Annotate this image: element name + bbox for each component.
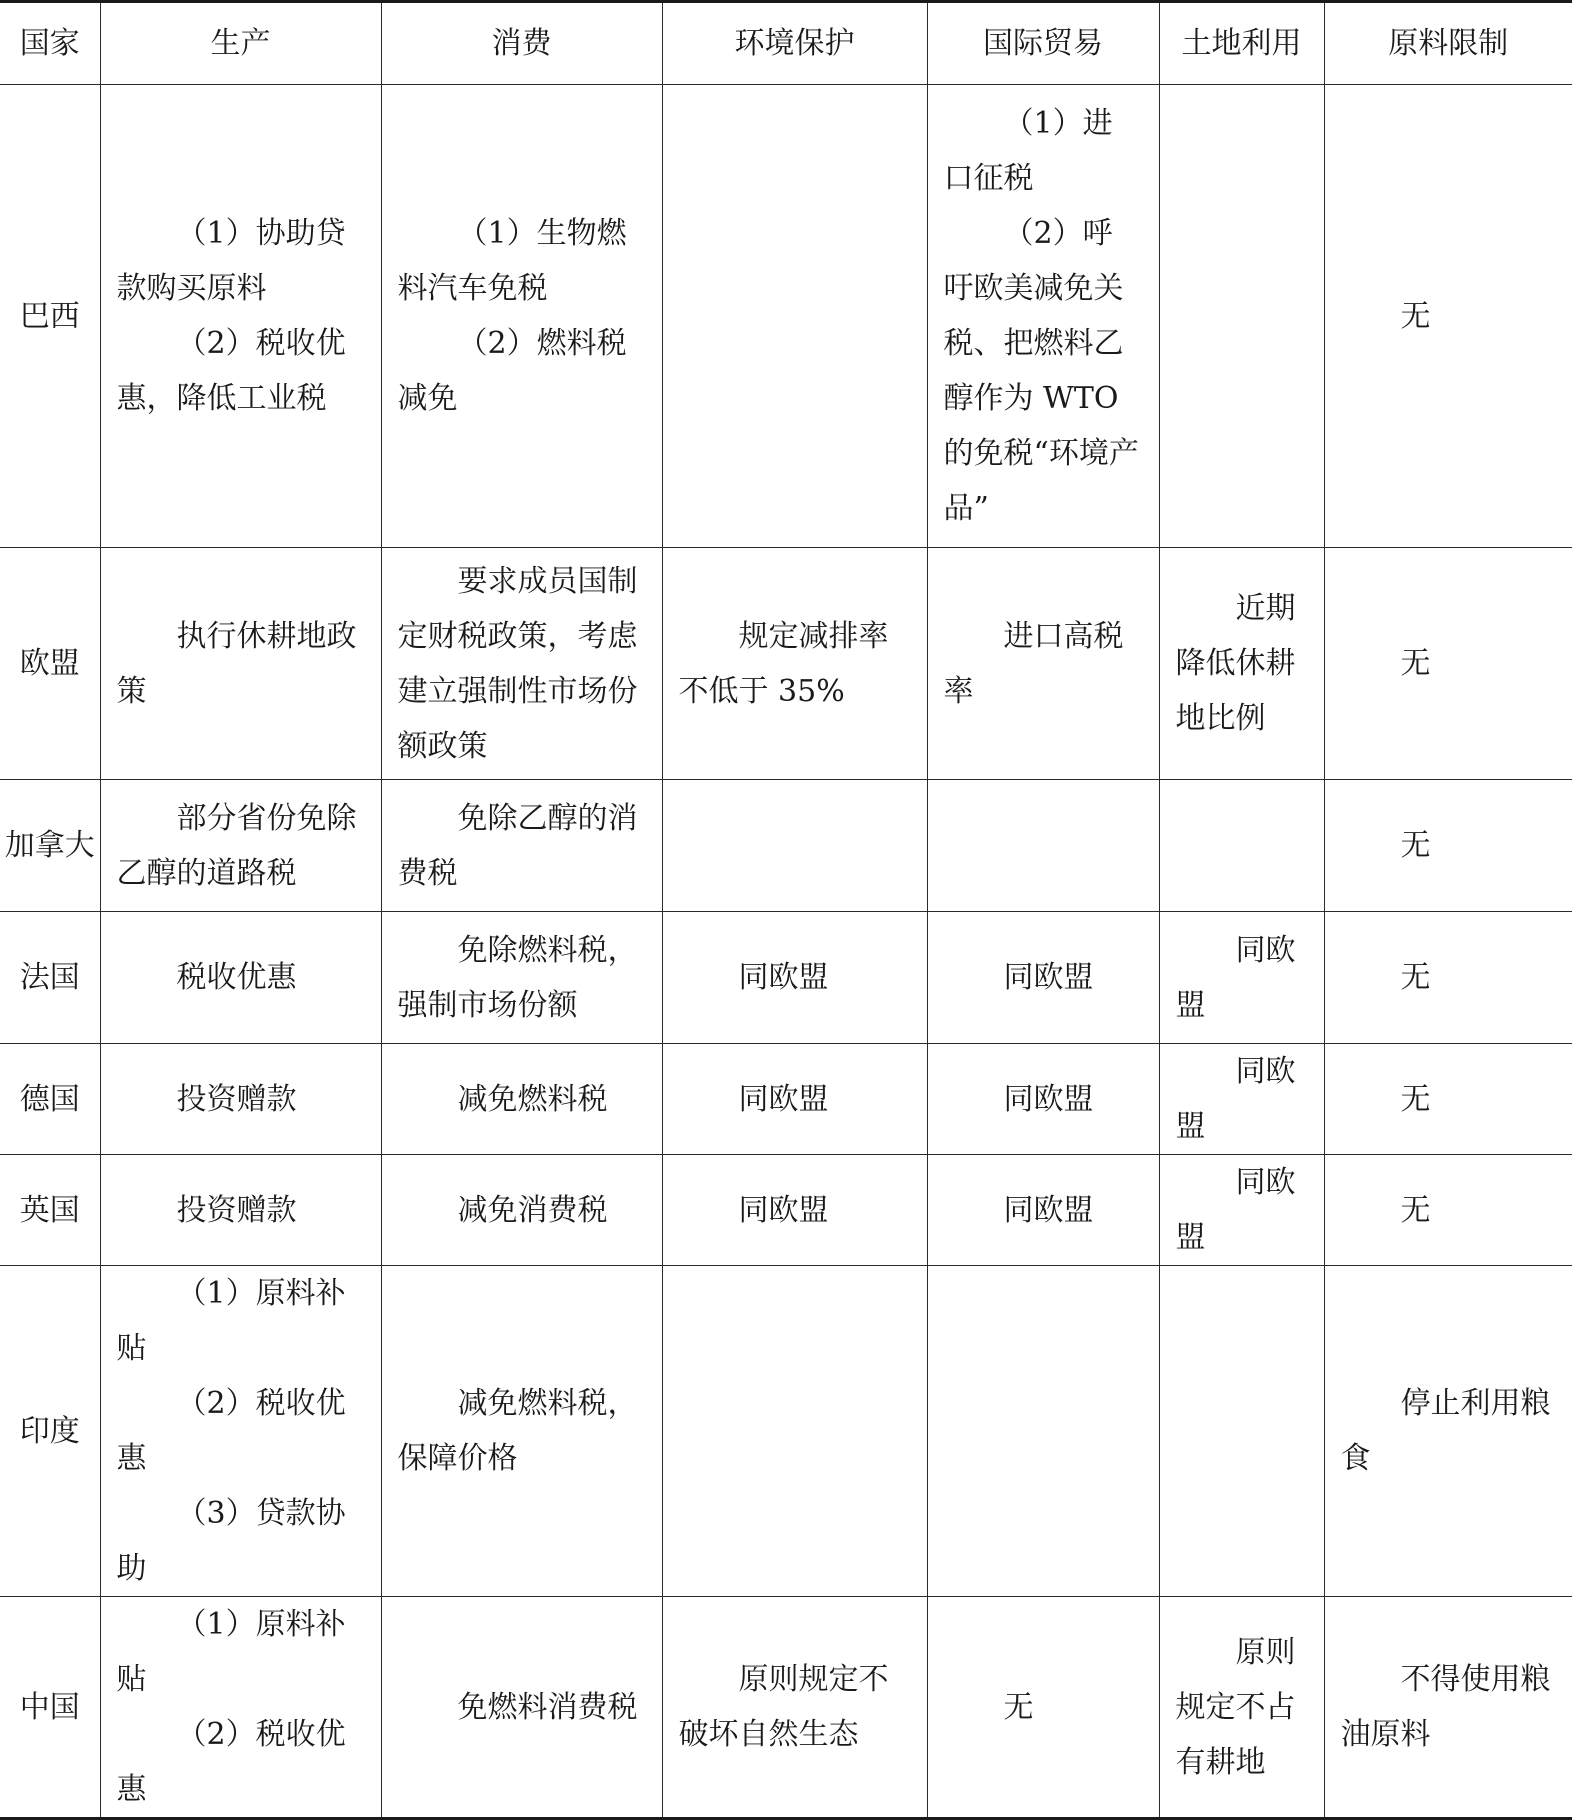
material-cell [1324,1266,1572,1597]
cell-text: 减免燃料税，保障价格 [397,1386,638,1476]
header-land: 土地利用 [1159,2,1324,85]
cell-text: 无 [1400,828,1431,863]
consumption-cell [381,1044,662,1155]
cell-text: 减免消费税 [457,1192,608,1228]
cell-text: （2）税收优惠 [116,1717,346,1807]
cell-text: 原则规定不破坏自然生态 [678,1662,889,1752]
land-cell [1159,1597,1324,1819]
environment-cell [662,1044,927,1155]
cell-text: （1）原料补贴 [116,1607,346,1697]
table-row [0,780,1572,912]
cell-text: （1）生物燃料汽车免税 [397,216,627,306]
trade-cell [927,1597,1159,1819]
trade-cell [927,548,1159,780]
land-cell [1159,780,1324,912]
table-row [0,912,1572,1044]
trade-cell [927,1266,1159,1597]
environment-cell [662,912,927,1044]
cell-text: （3）贷款协助 [116,1496,346,1586]
trade-cell [927,1044,1159,1155]
country-cell: 法国 [0,912,100,1044]
header-country: 国家 [0,2,100,85]
production-cell [100,1155,381,1266]
production-cell [100,912,381,1044]
trade-cell [927,85,1159,548]
header-consumption: 消费 [381,2,662,85]
cell-text: （1）原料补贴 [116,1276,346,1366]
cell-text: 同欧盟 [1003,960,1094,995]
consumption-cell [381,780,662,912]
material-cell [1324,780,1572,912]
cell-text: 投资赠款 [176,1192,297,1228]
cell-text: （2）燃料税减免 [397,326,627,416]
consumption-cell [381,548,662,780]
consumption-cell [381,1155,662,1266]
cell-text: 规定减排率不低于 35% [678,618,889,709]
cell-text: 停止利用粮食 [1340,1386,1551,1476]
trade-cell [927,912,1159,1044]
trade-cell [927,780,1159,912]
production-cell [100,85,381,548]
consumption-cell [381,912,662,1044]
material-cell [1324,1044,1572,1155]
environment-cell [662,1597,927,1819]
cell-text: 无 [1400,1192,1431,1228]
cell-text: （1）协助贷款购买原料 [116,216,346,306]
table-body [0,85,1572,1819]
header-row [0,2,1572,85]
consumption-cell [381,85,662,548]
cell-text: 原则规定不占有耕地 [1175,1634,1296,1780]
cell-text: 不得使用粮油原料 [1340,1662,1551,1752]
header-environment: 环境保护 [662,2,927,85]
production-cell [100,548,381,780]
consumption-cell [381,1597,662,1819]
environment-cell [662,85,927,548]
country-cell: 中国 [0,1597,100,1819]
cell-text: 投资赠款 [176,1081,297,1117]
cell-text: 免除燃料税，强制市场份额 [397,932,638,1023]
country-cell: 欧盟 [0,548,100,780]
cell-text: 免燃料消费税 [457,1689,638,1725]
material-cell [1324,1597,1572,1819]
cell-text: 无 [1400,1081,1431,1117]
land-cell [1159,1044,1324,1155]
cell-text: 同欧盟 [1175,1054,1296,1144]
cell-text: 同欧盟 [1003,1081,1094,1117]
cell-text: 同欧盟 [738,960,829,995]
table-row [0,548,1572,780]
table-row [0,1597,1572,1819]
header-production: 生产 [100,2,381,85]
table-row [0,1044,1572,1155]
material-cell [1324,548,1572,780]
consumption-cell [381,1266,662,1597]
cell-text: 同欧盟 [1175,932,1296,1023]
cell-text: 要求成员国制定财税政策，考虑建立强制性市场份额政策 [397,563,638,764]
cell-text: 近期降低休耕地比例 [1175,591,1296,736]
production-cell [100,1266,381,1597]
country-cell: 德国 [0,1044,100,1155]
table-row [0,1155,1572,1266]
production-cell [100,1044,381,1155]
cell-text: 免除乙醇的消费税 [397,800,638,891]
cell-text: 同欧盟 [1175,1165,1296,1255]
material-cell [1324,912,1572,1044]
cell-text: 同欧盟 [738,1192,829,1228]
cell-text: 同欧盟 [738,1081,829,1117]
cell-text: （2）税收优惠 [116,1386,346,1476]
environment-cell [662,1155,927,1266]
cell-text: （2）呼吁欧美减免关税、把燃料乙醇作为 WTO 的免税“环境产品” [943,216,1139,526]
land-cell [1159,912,1324,1044]
cell-text: 无 [1400,646,1431,681]
cell-text: 减免燃料税 [457,1081,608,1117]
material-cell [1324,1155,1572,1266]
table-row [0,1266,1572,1597]
cell-text: （1）进口征税 [943,106,1113,196]
country-cell: 英国 [0,1155,100,1266]
cell-text: 无 [1400,298,1431,334]
cell-text: （2）税收优惠，降低工业税 [116,326,346,416]
trade-cell [927,1155,1159,1266]
environment-cell [662,1266,927,1597]
cell-text: 税收优惠 [176,960,297,995]
country-cell: 印度 [0,1266,100,1597]
cell-text: 无 [1400,960,1431,995]
land-cell [1159,85,1324,548]
land-cell [1159,1155,1324,1266]
table-row [0,85,1572,548]
production-cell [100,780,381,912]
country-cell: 巴西 [0,85,100,548]
cell-text: 部分省份免除乙醇的道路税 [116,800,357,891]
header-material: 原料限制 [1324,2,1572,85]
land-cell [1159,548,1324,780]
production-cell [100,1597,381,1819]
cell-text: 执行休耕地政策 [116,618,357,709]
material-cell [1324,85,1572,548]
environment-cell [662,548,927,780]
cell-text: 无 [1003,1689,1034,1725]
land-cell [1159,1266,1324,1597]
header-trade: 国际贸易 [927,2,1159,85]
cell-text: 同欧盟 [1003,1192,1094,1228]
country-cell: 加拿大 [0,780,100,912]
environment-cell [662,780,927,912]
cell-text: 进口高税率 [943,618,1124,709]
